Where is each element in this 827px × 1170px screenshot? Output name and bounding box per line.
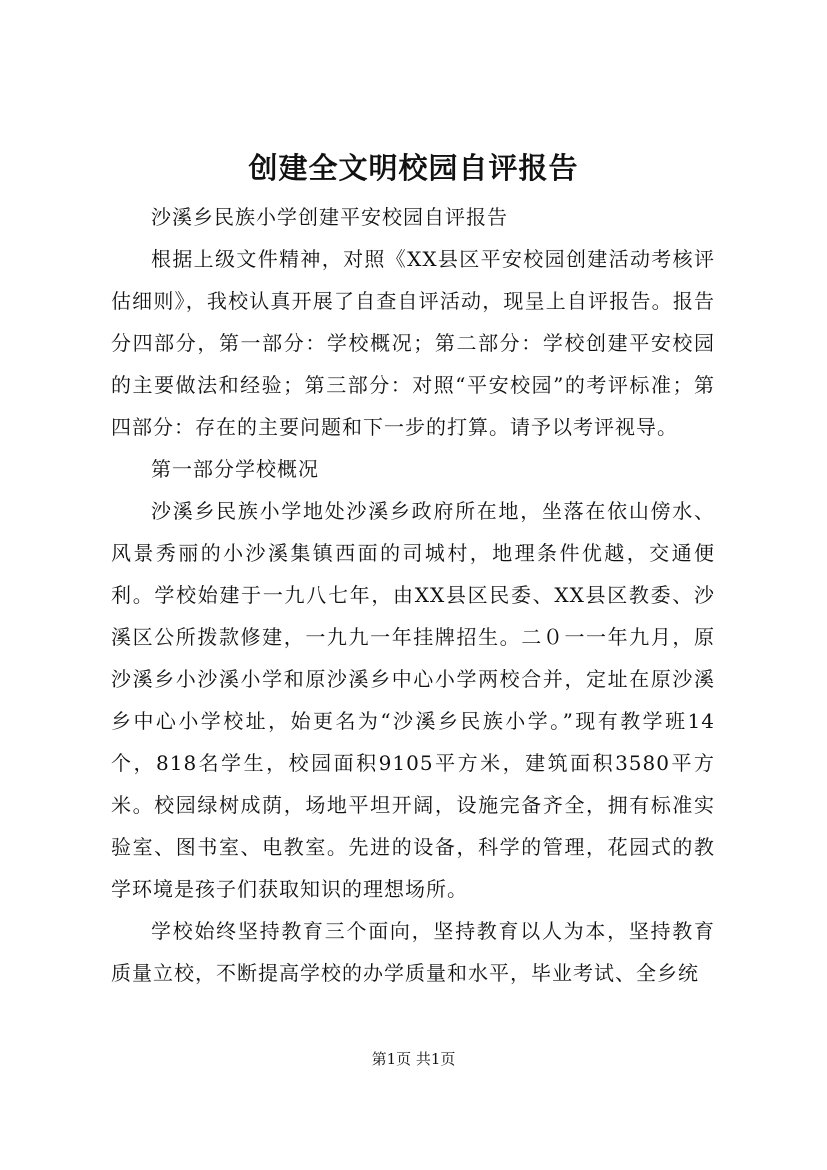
intro-paragraph: 根据上级文件精神，对照《XX县区平安校园创建活动考核评估细则》，我校认真开展了自查自评活动，现呈上自评报告。报告分四部分，第一部分：学校概况；第二部分：学校创建平安校园的主要做法和经验；第三部分：对照“平安校园”的考评标准；第四部分：存在的主要问题和下一步的打算。请予以考评视导。 <box>111 247 715 439</box>
document-title: 创建全文明校园自评报告 <box>248 151 579 185</box>
document-body <box>111 196 715 994</box>
education-paragraph: 学校始终坚持教育三个面向，坚持教育以人为本，坚持教育质量立校，不断提高学校的办学质量和水平，毕业考试、全乡统 <box>111 919 715 985</box>
page-number-footer: 第1页 共1页 <box>371 1050 456 1068</box>
subtitle-paragraph: 沙溪乡民族小学创建平安校园自评报告 <box>151 205 508 229</box>
school-overview-paragraph: 沙溪乡民族小学地处沙溪乡政府所在地，坐落在依山傍水、风景秀丽的小沙溪集镇西面的司城村，地理条件优越，交通便利。学校始建于一九八七年，由XX县区民委、XX县区教委、沙溪区公所拨款修建，一九九一年挂牌招生。二０一一年九月，原沙溪乡小沙溪小学和原沙溪乡中心小学两校合并，定址在原沙溪乡中心小学校址，始更名为“沙溪乡民族小学。”现有教学班14个，818名学生，校园面积9105平方米，建筑面积3580平方米。校园绿树成荫，场地平坦开阔，设施完备齐全，拥有标准实验室、图书室、电教室。先进的设备，科学的管理，花园式的教学环境是孩子们获取知识的理想场所。 <box>111 499 715 901</box>
section-heading: 第一部分学校概况 <box>151 457 319 481</box>
